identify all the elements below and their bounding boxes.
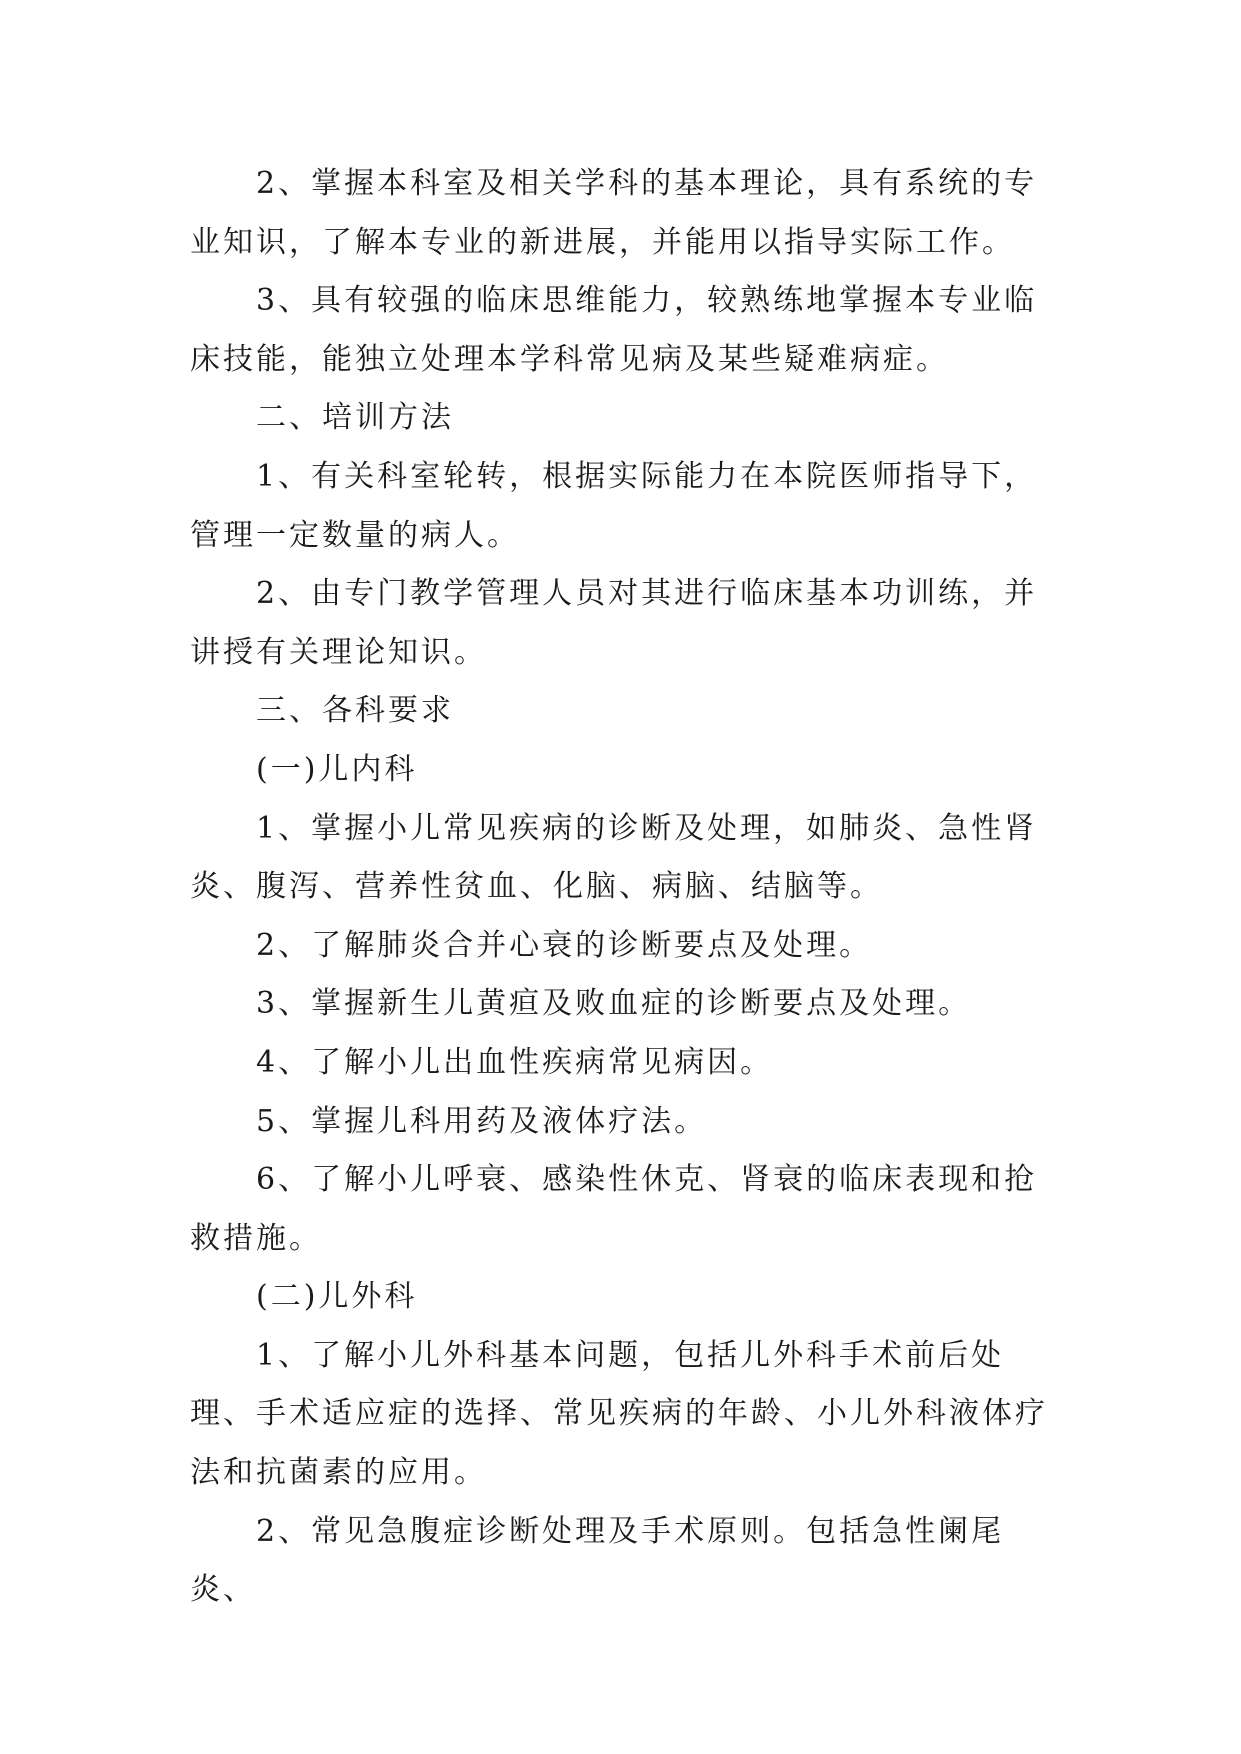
section-heading-training-methods: 二、培训方法 [256, 400, 454, 436]
paragraph-surgery-2: 2、常见急腹症诊断处理及手术原则。包括急性阑尾炎、 [190, 1513, 1005, 1608]
section-heading-department-requirements: 三、各科要求 [256, 693, 454, 729]
paragraph-internal-2: 2、了解肺炎合并心衰的诊断要点及处理。 [256, 927, 873, 963]
paragraph-method-2: 2、由专门教学管理人员对其进行临床基本功训练，并讲授有关理论知识。 [190, 576, 1038, 670]
paragraph-internal-1: 1、掌握小儿常见疾病的诊断及处理，如肺炎、急性肾炎、腹泻、营养性贫血、化脑、病脑、结脑等。 [190, 810, 1038, 905]
paragraph-internal-4: 4、了解小儿出血性疾病常见病因。 [256, 1044, 774, 1080]
paragraph-internal-3: 3、掌握新生儿黄疸及败血症的诊断要点及处理。 [256, 986, 972, 1022]
paragraph-surgery-1: 1、了解小儿外科基本问题，包括儿外科手术前后处理、手术适应症的选择、常见疾病的年龄、小儿外科液体疗法和抗菌素的应用。 [190, 1337, 1048, 1491]
paragraph-internal-6: 6、了解小儿呼衰、感染性休克、肾衰的临床表现和抢救措施。 [190, 1162, 1038, 1256]
paragraph-goal-3: 3、具有较强的临床思维能力，较熟练地掌握本专业临床技能，能独立处理本学科常见病及某些疑难病症。 [190, 283, 1038, 377]
paragraph-method-1: 1、有关科室轮转，根据实际能力在本院医师指导下，管理一定数量的病人。 [190, 458, 1038, 553]
subsection-heading-pediatric-internal: (一)儿内科 [256, 751, 418, 787]
paragraph-goal-2: 2、掌握本科室及相关学科的基本理论，具有系统的专业知识，了解本专业的新进展，并能用以指导实际工作。 [190, 166, 1038, 260]
subsection-heading-pediatric-surgery: (二)儿外科 [256, 1279, 418, 1315]
paragraph-internal-5: 5、掌握儿科用药及液体疗法。 [256, 1103, 708, 1139]
document-body [190, 155, 1060, 1620]
